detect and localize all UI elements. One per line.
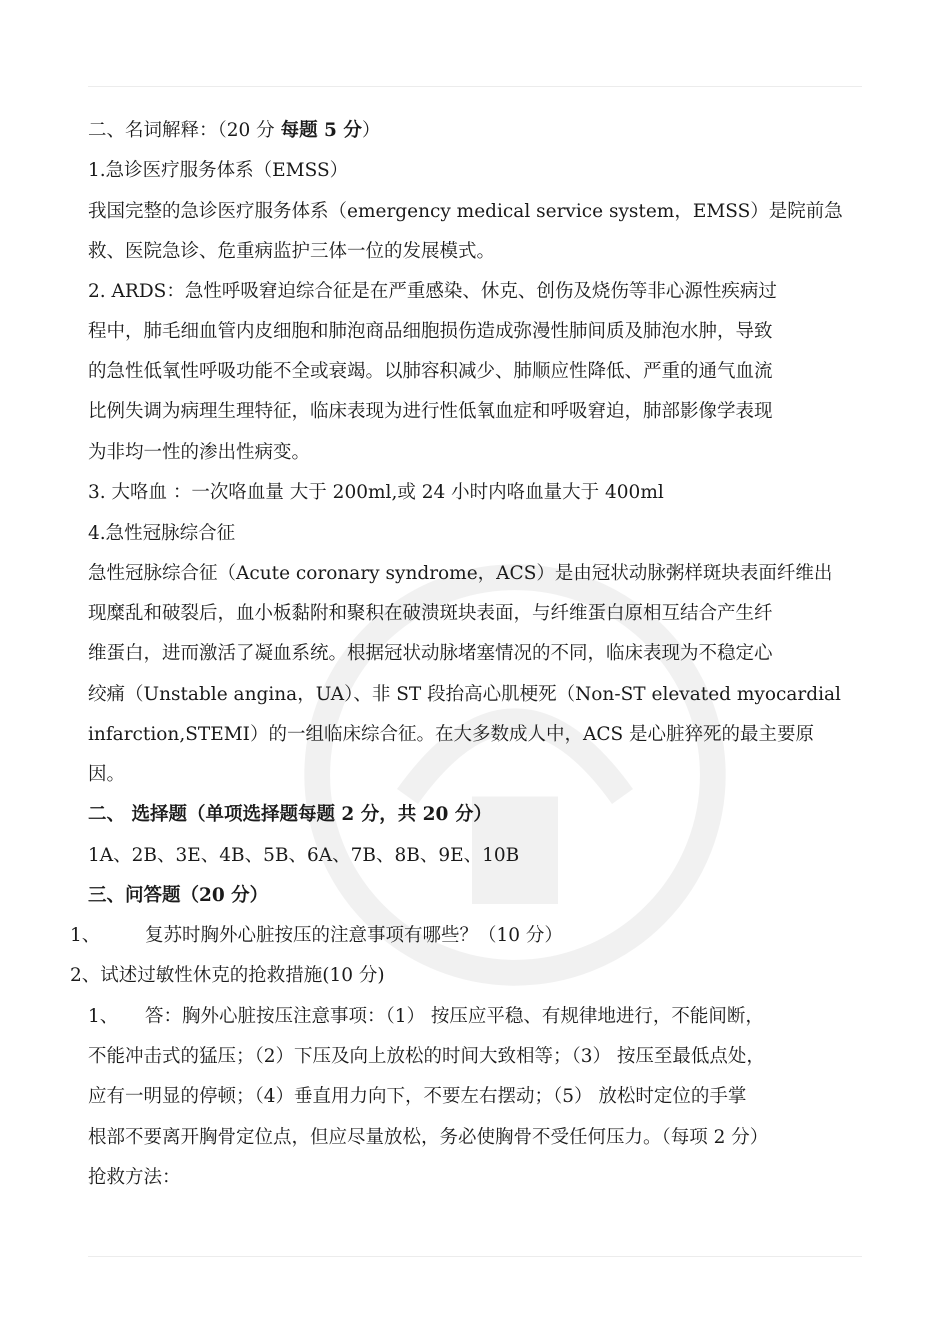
question-2-text: 2、试述过敏性休克的抢救措施(10 分): [70, 965, 385, 986]
term4-line-3: 维蛋白，进而激活了凝血系统。根据冠状动脉堵塞情况的不同，临床表现为不稳定心: [88, 643, 773, 664]
choice-answers: 1A、2B、3E、4B、5B、6A、7B、8B、9E、10B: [88, 845, 520, 866]
choice-section-title: 二、 选择题（单项选择题每题 2 分，共 20 分）: [88, 804, 492, 825]
term2-line-1: 2. ARDS：急性呼吸窘迫综合征是在严重感染、休克、创伤及烧伤等非心源性疾病过: [88, 281, 777, 302]
section2-title: 二、名词解释：（20 分 每题 5 分）: [88, 120, 381, 141]
term1-heading: 1.急诊医疗服务体系（EMSS）: [88, 160, 349, 181]
answer-2-heading: 抢救方法：: [88, 1167, 181, 1188]
term3-line: 3. 大咯血 ：一次咯血量 大于 200ml,或 24 小时内咯血量大于 400ml: [88, 482, 664, 503]
answer-1-line-3: 应有一明显的停顿；（4）垂直用力向下，不要左右摆动；（5） 放松时定位的手掌: [88, 1086, 747, 1107]
answer-1-line-4: 根部不要离开胸骨定位点，但应尽量放松，务必使胸骨不受任何压力。（每项 2 分）: [88, 1127, 769, 1148]
answer-1-line-1: 答：胸外心脏按压注意事项：（1） 按压应平稳、有规律地进行，不能间断，: [145, 1006, 764, 1027]
term1-line-2: 救、医院急诊、危重病监护三体一位的发展模式。: [88, 241, 496, 262]
term4-heading: 4.急性冠脉综合征: [88, 523, 236, 544]
page-top-rule: [88, 86, 862, 87]
question-1-text: 复苏时胸外心脏按压的注意事项有哪些？（10 分）: [145, 925, 563, 946]
term1-line-1: 我国完整的急诊医疗服务体系（emergency medical service system，EMSS）是院前急: [88, 201, 843, 222]
term2-line-4: 比例失调为病理生理特征，临床表现为进行性低氧血症和呼吸窘迫，肺部影像学表现: [88, 401, 773, 422]
page-bottom-rule: [88, 1256, 862, 1257]
term4-line-5: infarction,STEMI）的一组临床综合征。在大多数成人中，ACS 是心脏猝死的最主要原: [88, 724, 815, 745]
term4-line-1: 急性冠脉综合征（Acute coronary syndrome，ACS）是由冠状动脉粥样斑块表面纤维出: [88, 563, 833, 584]
qa-section-title: 三、问答题（20 分）: [88, 885, 269, 906]
term4-line-6: 因。: [88, 764, 126, 785]
question-1-number: 1、: [70, 925, 101, 946]
answer-1-line-2: 不能冲击式的猛压；（2）下压及向上放松的时间大致相等；（3） 按压至最低点处，: [88, 1046, 765, 1067]
answer-1-number: 1、: [88, 1006, 119, 1027]
term4-line-4: 绞痛（Unstable angina，UA）、非 ST 段抬高心肌梗死（Non-ST elevated myocardial: [88, 684, 841, 705]
term2-line-3: 的急性低氧性呼吸功能不全或衰竭。以肺容积减少、肺顺应性降低、严重的通气血流: [88, 361, 773, 382]
term4-line-2: 现糜乱和破裂后，血小板黏附和聚积在破溃斑块表面，与纤维蛋白原相互结合产生纤: [88, 603, 773, 624]
term2-line-2: 程中，肺毛细血管内皮细胞和肺泡商品细胞损伤造成弥漫性肺间质及肺泡水肿，导致: [88, 321, 773, 342]
term2-line-5: 为非均一性的渗出性病变。: [88, 442, 311, 463]
